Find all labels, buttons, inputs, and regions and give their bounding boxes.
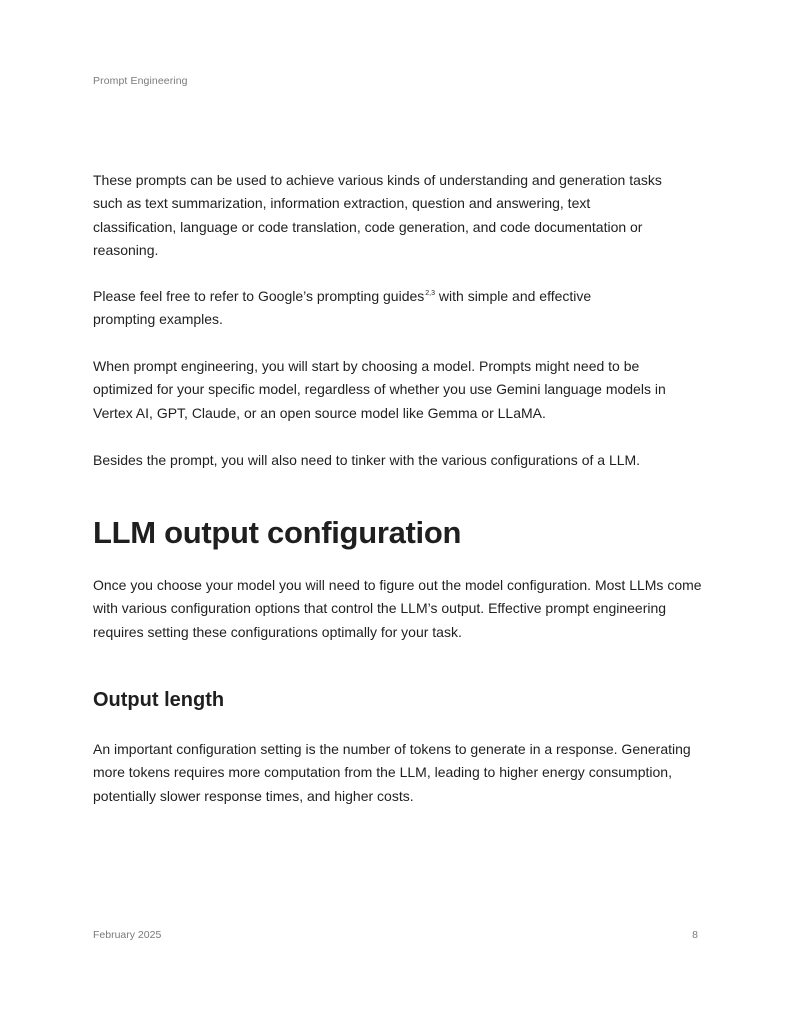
footer-date: February 2025 <box>93 929 162 941</box>
footer-page-number: 8 <box>692 929 698 941</box>
section-heading-llm-output-configuration: LLM output configuration <box>93 515 462 550</box>
paragraph-prompting-guides-text-after: with simple and effective prompting examples. <box>93 288 592 328</box>
paragraph-choosing-model: When prompt engineering, you will start by choosing a model. Prompts might need to be optimized for your specific model, regardless of whether you use Gemini language models in Vertex AI, GPT, Claude, or an open source model like Gemma or LLaMA. <box>93 358 666 421</box>
footnote-reference: 2,3 <box>425 290 436 298</box>
paragraph-configurations: Besides the prompt, you will also need to tinker with the various configurations of a LLM. <box>93 452 641 468</box>
subsection-heading-output-length: Output length <box>93 689 225 711</box>
paragraph-output-length: An important configuration setting is the number of tokens to generate in a response. Generating more tokens requires more computation from the LLM, leading to higher energy consumption, potentially slower response times, and higher costs. <box>93 741 691 804</box>
paragraph-prompting-guides <box>93 285 653 332</box>
running-header-title: Prompt Engineering <box>93 75 188 87</box>
paragraph-model-configuration: Once you choose your model you will need to figure out the model configuration. Most LLMs come with various configuration options that control the LLM’s output. Effective prompt engineering requires setting these configurations optimally for your task. <box>93 577 702 640</box>
paragraph-prompting-guides-text-before: Please feel free to refer to Google’s prompting guides <box>93 288 425 304</box>
paragraph-prompt-uses: These prompts can be used to achieve various kinds of understanding and generation tasks such as text summarization, information extraction, question and answering, text classification, language or code translation, code generation, and code documentation or reasoning. <box>93 172 662 259</box>
